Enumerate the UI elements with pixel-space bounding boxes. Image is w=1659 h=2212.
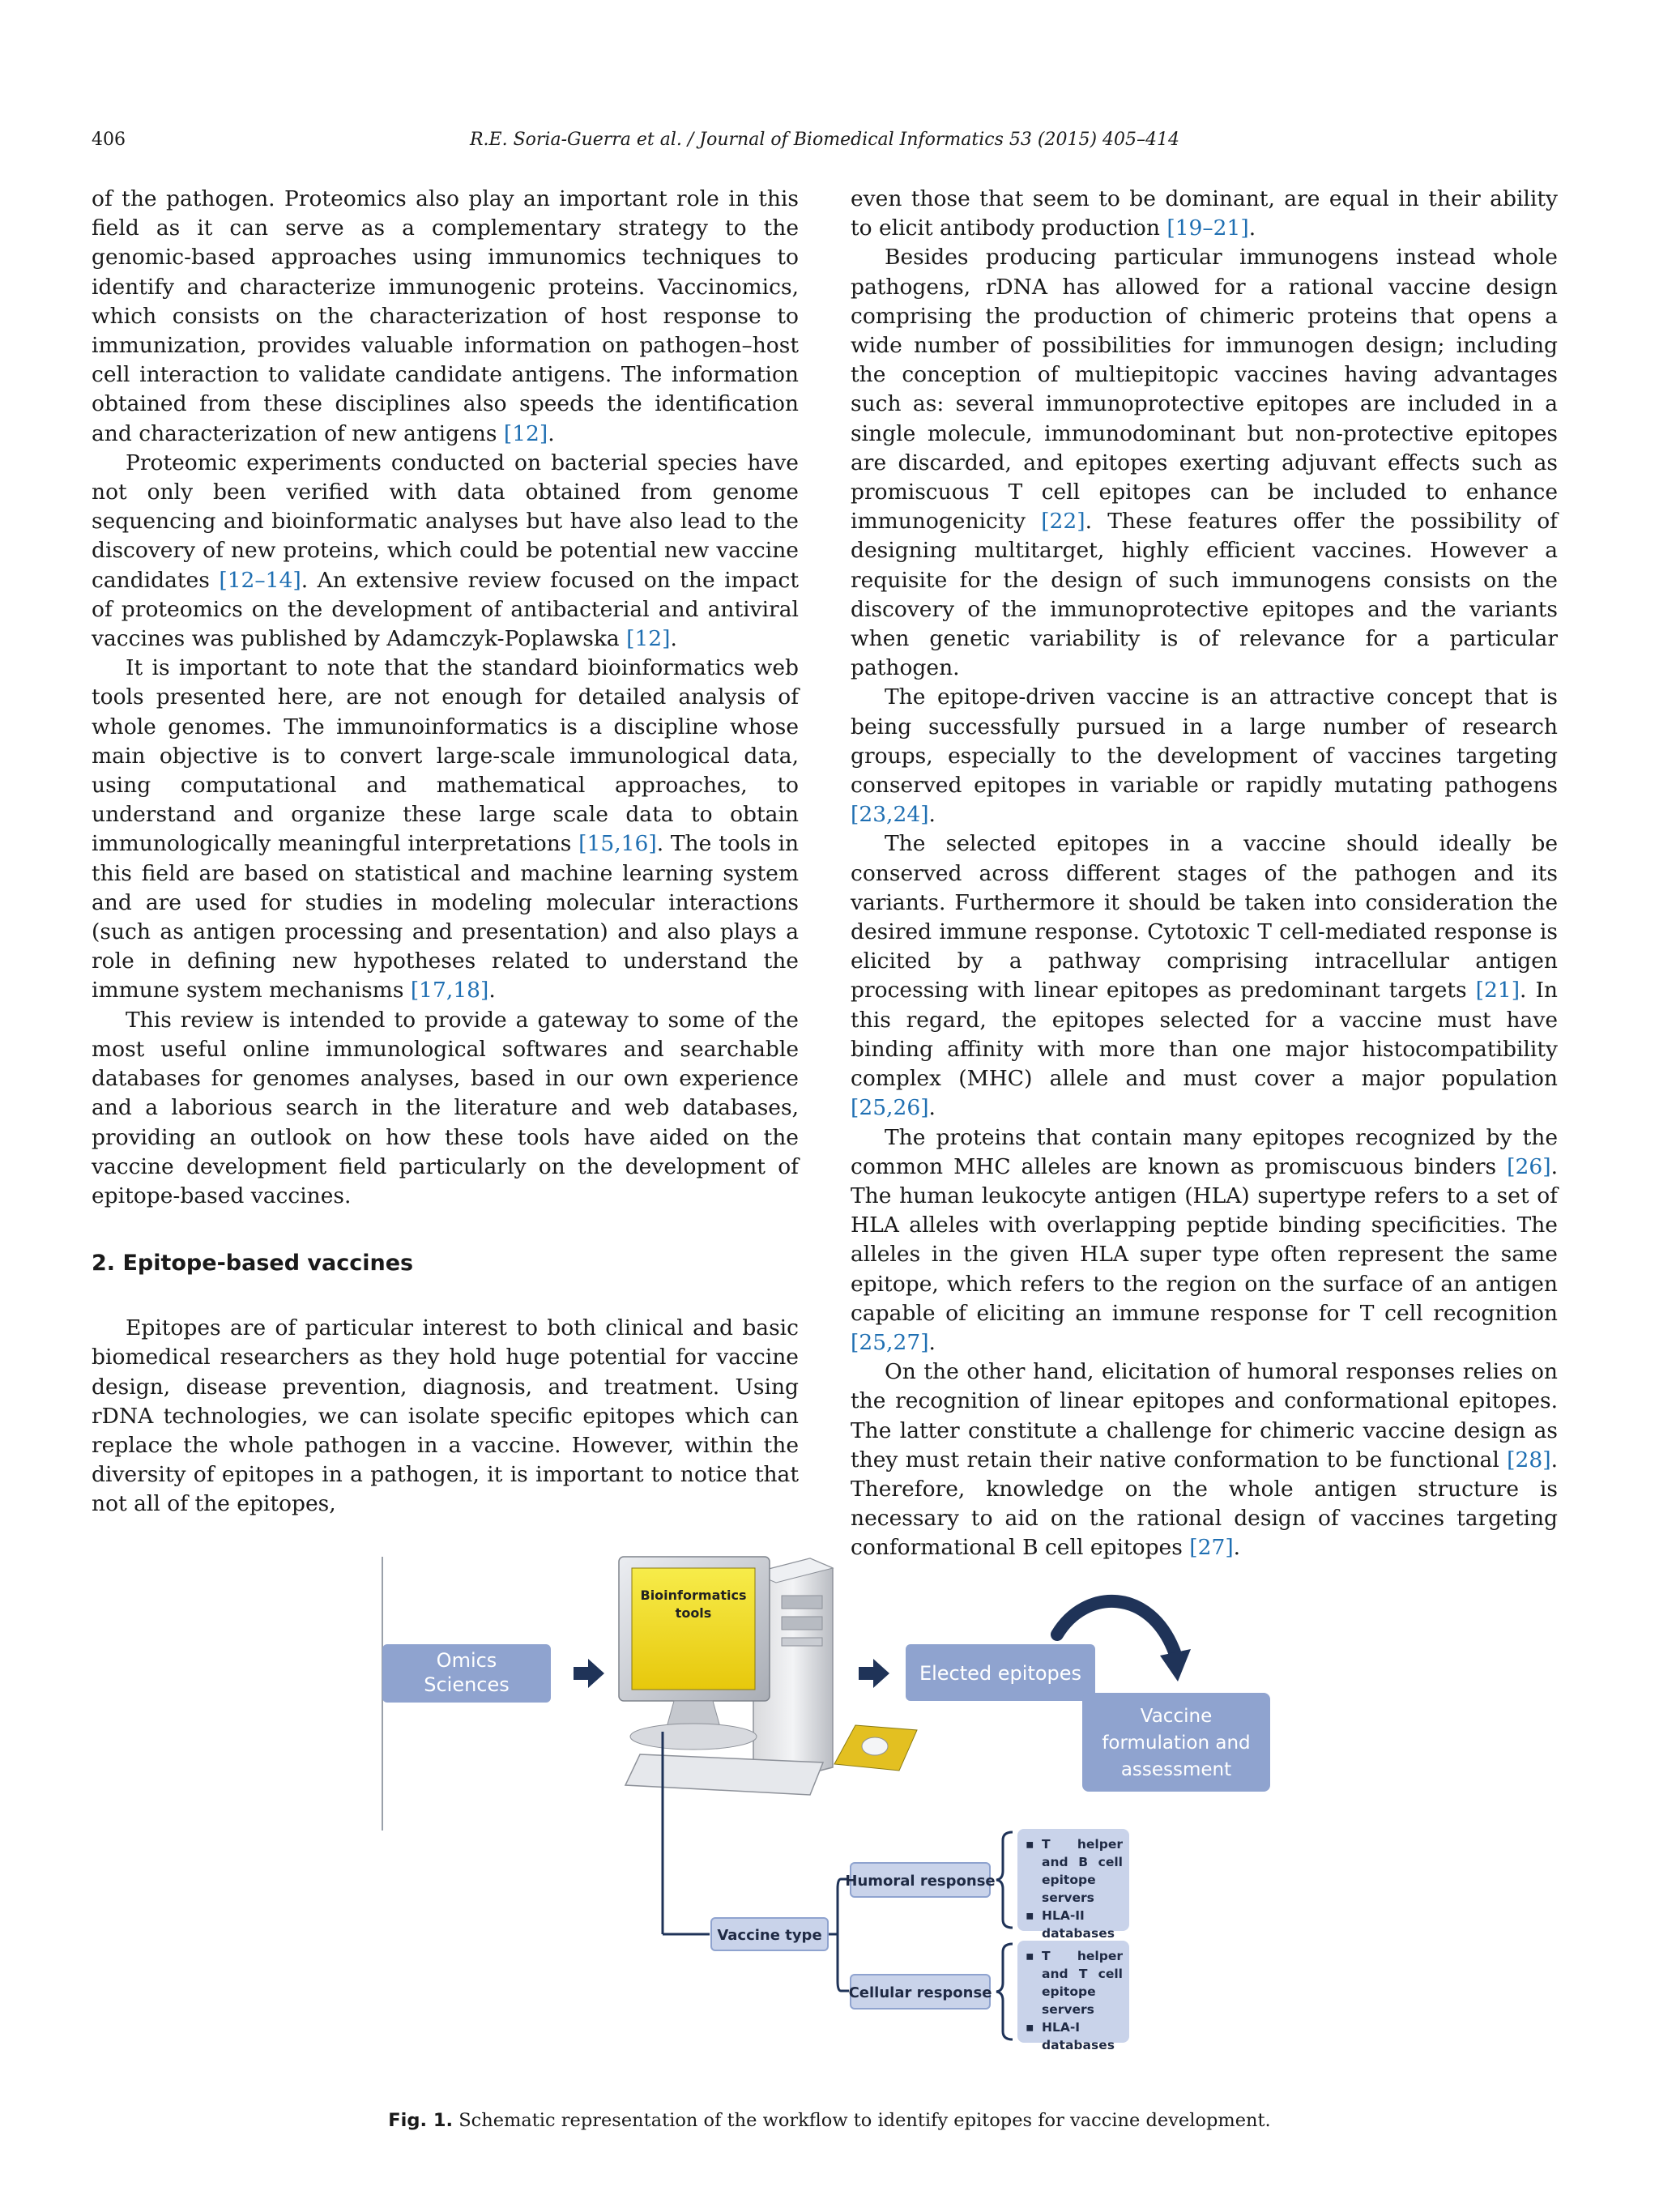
page-number: 406 <box>92 130 126 150</box>
text: The selected epitopes in a vaccine should ideally be conserved across different stages of the pathogen and its variants. Furthermore it should be taken into consideration the desired immune response. Cytotoxic T cell-mediated response is elicited by a pathway comprising intracellular antigen processing with linear epitopes as predominant targets <box>851 831 1558 1004</box>
omics-label-2: Sciences <box>424 1673 510 1696</box>
paragraph <box>851 185 1558 243</box>
citation-link[interactable]: [12] <box>503 420 548 446</box>
paragraph <box>851 829 1558 1123</box>
running-header <box>92 130 1558 162</box>
caption-text: Schematic representation of the workflow to identify epitopes for vaccine development. <box>453 2110 1271 2131</box>
vaccine-type-label: Vaccine type <box>717 1927 822 1944</box>
elected-epitopes-label: Elected epitopes <box>919 1662 1082 1685</box>
figure-1 <box>373 1539 1280 2090</box>
text: . <box>1233 1535 1241 1561</box>
arrow-head-icon <box>1160 1649 1191 1681</box>
list-item: ▪ HLA-II databases <box>1026 1907 1123 1942</box>
text: . <box>670 626 677 652</box>
list-item: ▪ T helper and T cell epitope servers <box>1026 1947 1123 2018</box>
section-heading: 2. Epitope-based vaccines <box>92 1251 414 1276</box>
caption-label: Fig. 1. <box>388 2110 454 2131</box>
text: This review is intended to provide a gateway to some of the most useful online immunological softwares and searchable databases for genomes analyses, based in our own experience and a laborious search in the literature and web databases, providing an outlook on how these tools have aided on the vaccine development field particularly on the development of epitope-based vaccines. <box>92 1007 799 1208</box>
text: . <box>488 978 496 1004</box>
arrow-right-icon <box>859 1659 889 1688</box>
text: . <box>1248 215 1256 241</box>
text: On the other hand, elicitation of humoral responses relies on the recognition of linear epitopes and conformational epitopes. The latter constitute a challenge for chimeric vaccine design as they must retain their native conformation to be functional <box>851 1359 1558 1473</box>
citation-link[interactable]: [19–21] <box>1166 215 1249 241</box>
text: . The human leukocyte antigen (HLA) supertype refers to a set of HLA alleles with overlapping peptide binding specificities. The alleles in the given HLA super type often represent the same epitope, which refers to the region on the surface of an antigen capable of eliciting an immune response for T cell recognition <box>851 1153 1558 1326</box>
text: . These features offer the possibility of designing multitarget, highly efficient vaccines. However a requisite for the design of such immunogens consists on the discovery of the immunoprotective epitopes and the variants when genetic variability is of relevance for a particular pathogen. <box>851 509 1558 681</box>
paragraph <box>92 185 799 449</box>
screen-label-2: tools <box>675 1605 712 1621</box>
citation-link[interactable]: [15,16] <box>578 831 657 857</box>
brace-cellular <box>996 1944 1013 2039</box>
text: The proteins that contain many epitopes recognized by the common MHC alleles are known as promiscuous binders <box>851 1124 1558 1179</box>
paragraph <box>851 1357 1558 1562</box>
text: The epitope-driven vaccine is an attractive concept that is being successfully pursued in a large number of research groups, especially to the development of vaccines targeting conserved epitopes in variable or rapidly mutating pathogens <box>851 684 1558 799</box>
text: . An extensive review focused on the impact of proteomics on the development of antibacterial and antiviral vaccines was published by Adamczyk-Poplawska <box>92 567 799 652</box>
humoral-items-list <box>1026 1835 1123 1942</box>
citation-link[interactable]: [12–14] <box>219 567 301 593</box>
list-item: ▪ HLA-I databases <box>1026 2018 1123 2054</box>
citation-link[interactable]: [12] <box>626 626 671 652</box>
paragraph <box>851 683 1558 829</box>
citation-link[interactable]: [25,27] <box>851 1329 929 1355</box>
screen-label-1: Bioinformatics <box>640 1588 747 1603</box>
citation-link[interactable]: [26] <box>1507 1153 1551 1179</box>
paragraph <box>92 1314 799 1519</box>
text: even those that seem to be dominant, are equal in their ability to elicit antibody production <box>851 186 1558 241</box>
text: It is important to note that the standard bioinformatics web tools presented here, are not enough for detailed analysis of whole genomes. The immunoinformatics is a discipline whose main objective is to convert large-scale immunological data, using computational and mathematical approaches, to understand and organize these large scale data to obtain immunologically meaningful interpretations <box>92 655 799 857</box>
text: . The tools in this field are based on statistical and machine learning system and are used for studies in modeling molecular interactions (such as antigen processing and presentation) and also plays a role in defining new hypotheses related to understand the immune system mechanisms <box>92 831 800 1004</box>
paragraph <box>851 243 1558 683</box>
right-column <box>851 185 1558 1563</box>
text: . <box>928 1329 936 1355</box>
humoral-response-label: Humoral response <box>845 1873 996 1890</box>
figure-caption <box>0 2110 1659 2131</box>
list-item: ▪ T helper and B cell epitope servers <box>1026 1835 1123 1907</box>
text: Proteomic experiments conducted on bacterial species have not only been verified with data obtained from genome sequencing and bioinformatic analyses but have also lead to the discovery of new proteins, which could be potential new vaccine candidates <box>92 450 799 593</box>
cellular-response-label: Cellular response <box>848 1984 992 2001</box>
text: . <box>928 802 936 828</box>
left-column <box>92 185 799 1519</box>
paragraph <box>851 1123 1558 1358</box>
text: . <box>928 1095 936 1121</box>
vaccine-formulation-label-1: Vaccine <box>1140 1706 1213 1727</box>
journal-reference: R.E. Soria-Guerra et al. / Journal of Biomedical Informatics 53 (2015) 405–414 <box>469 130 1180 150</box>
text: . Therefore, knowledge on the whole antigen structure is necessary to aid on the rational design of vaccines targeting conformational B cell epitopes <box>851 1447 1558 1561</box>
citation-link[interactable]: [28] <box>1507 1447 1551 1473</box>
paragraph <box>92 449 799 654</box>
paragraph <box>92 654 799 1005</box>
vaccine-formulation-label-2: formulation and <box>1102 1733 1251 1754</box>
citation-link[interactable]: [22] <box>1041 509 1085 535</box>
citation-link[interactable]: [27] <box>1189 1535 1234 1561</box>
citation-link[interactable]: [23,24] <box>851 802 929 828</box>
citation-link[interactable]: [25,26] <box>851 1095 929 1121</box>
citation-link[interactable]: [17,18] <box>410 978 489 1004</box>
text: . In this regard, the epitopes selected for a vaccine must have binding affinity with more than one major histocompatibility complex (MHC) allele and must cover a major population <box>851 978 1559 1092</box>
workflow-diagram <box>373 1539 1280 2090</box>
brace-humoral <box>996 1832 1013 1928</box>
paragraph <box>92 1006 799 1211</box>
vaccine-formulation-label-3: assessment <box>1120 1759 1232 1780</box>
text: Epitopes are of particular interest to both clinical and basic biomedical researchers as they hold huge potential for vaccine design, disease prevention, diagnosis, and treatment. Using rDNA technologies, we can isolate specific epitopes which can replace the whole pathogen in a vaccine. However, within the diversity of epitopes in a pathogen, it is important to notice that not all of the epitopes, <box>92 1315 799 1517</box>
text: of the pathogen. Proteomics also play an important role in this field as it can serve as a complementary strategy to the genomic-based approaches using immunomics techniques to identify and characterize immunogenic proteins. Vaccinomics, which consists on the characterization of host response to immunization, provides valuable information on pathogen–host cell interaction to validate candidate antigens. The information obtained from these disciplines also speeds the identification and characterization of new antigens <box>92 186 799 446</box>
cellular-items-list <box>1026 1947 1123 2054</box>
text: . <box>548 420 555 446</box>
arrow-right-icon <box>574 1659 604 1688</box>
omics-label-1: Omics <box>436 1649 497 1672</box>
citation-link[interactable]: [21] <box>1475 978 1520 1004</box>
text: Besides producing particular immunogens instead whole pathogens, rDNA has allowed for a rational vaccine design comprising the production of chimeric proteins that opens a wide number of possibilities for immunogen design; including the conception of multiepitopic vaccines having advantages such as: several immunoprotective epitopes are included in a single molecule, immunodominant but non-protective epitopes are discarded, and epitopes exerting adjuvant effects such as promiscuous T cell epitopes can be included to enhance immunogenicity <box>851 245 1558 535</box>
